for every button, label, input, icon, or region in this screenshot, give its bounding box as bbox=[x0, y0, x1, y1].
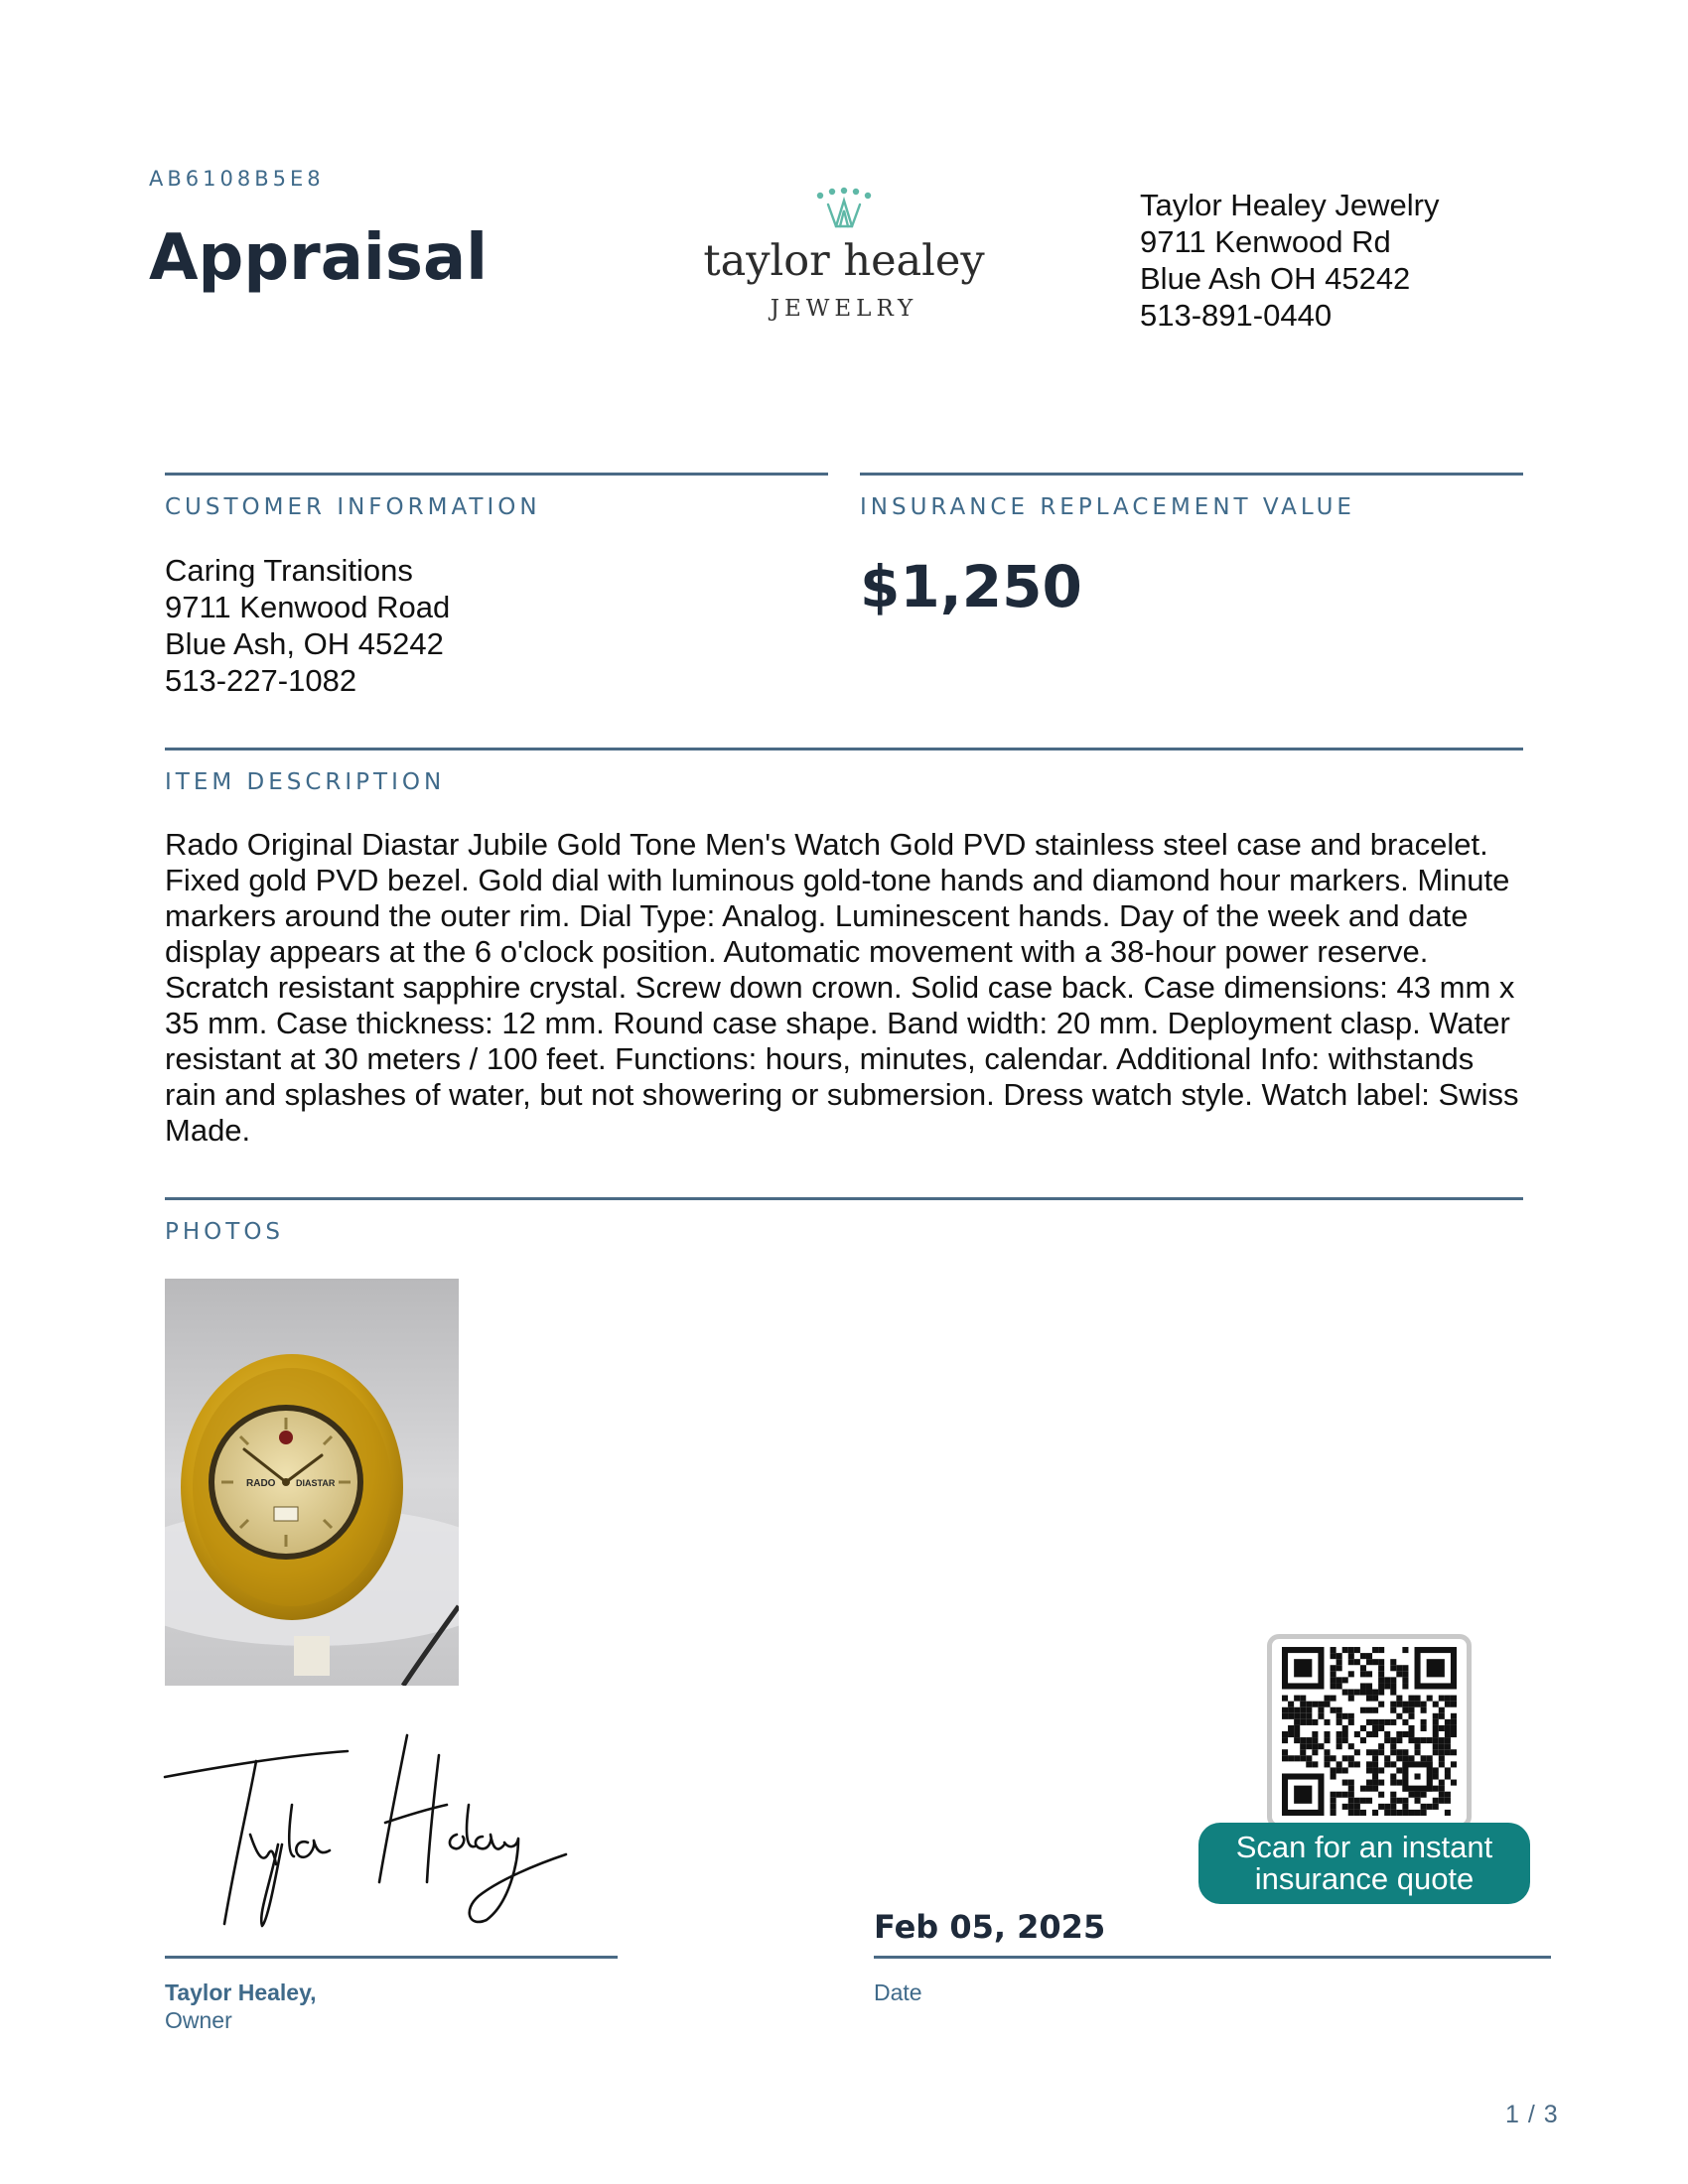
vendor-name: Taylor Healey Jewelry bbox=[1140, 188, 1440, 222]
customer-address-line2: Blue Ash, OH 45242 bbox=[165, 626, 444, 661]
signer-name: Taylor Healey, bbox=[165, 1979, 317, 2005]
watch-photo[interactable] bbox=[165, 1279, 459, 1686]
vendor-address-block bbox=[1140, 187, 1440, 334]
date-line bbox=[874, 1956, 1551, 1959]
customer-name: Caring Transitions bbox=[165, 553, 413, 588]
signer-role: Owner bbox=[165, 2007, 232, 2033]
page-title: Appraisal bbox=[149, 221, 489, 295]
watch-dial-brand: RADO bbox=[246, 1478, 276, 1489]
signature-line bbox=[165, 1956, 618, 1959]
qr-code-icon[interactable] bbox=[1282, 1647, 1457, 1816]
insurance-value: $1,250 bbox=[860, 553, 1082, 620]
vendor-address-line1: 9711 Kenwood Rd bbox=[1140, 224, 1391, 259]
quote-button-line2: insurance quote bbox=[1254, 1861, 1475, 1896]
customer-info-block bbox=[165, 552, 450, 699]
item-divider bbox=[165, 748, 1523, 751]
item-description: Rado Original Diastar Jubile Gold Tone Men's Watch Gold PVD stainless steel case and bracelet. Fixed gold PVD bezel. Gold dial with luminous gold-tone hands and diamond hour markers. Minute markers around the outer rim. Dial Type: Analog. Luminescent hands. Day of the week and date display appears at the 6 o'clock position. Automatic movement with a 38-hour power reserve. Scratch resistant sapphire crystal. Screw down crown. Solid case back. Case dimensions: 43 mm x 35 mm. Case thickness: 12 mm. Round case shape. Band width: 20 mm. Deployment clasp. Water resistant at 30 meters / 100 feet. Functions: hours, minutes, calendar. Additional Info: withstands rain and splashes of water, but not showering or submersion. Dress watch style. Watch label: Swiss Made. bbox=[165, 827, 1519, 1148]
appraisal-date: Feb 05, 2025 bbox=[874, 1908, 1106, 1946]
logo-name: taylor healey bbox=[703, 236, 985, 286]
company-logo bbox=[695, 187, 993, 326]
crown-icon bbox=[812, 187, 876, 230]
vendor-address-line2: Blue Ash OH 45242 bbox=[1140, 261, 1411, 296]
customer-phone: 513-227-1082 bbox=[165, 663, 357, 698]
customer-divider bbox=[165, 473, 828, 476]
watch-dial-model: DIASTAR bbox=[296, 1478, 336, 1488]
customer-address-line1: 9711 Kenwood Road bbox=[165, 590, 451, 624]
item-section-label: ITEM DESCRIPTION bbox=[165, 769, 446, 795]
quote-button-line1: Scan for an instant bbox=[1235, 1830, 1493, 1864]
logo-subtitle: JEWELRY bbox=[770, 296, 918, 322]
photos-divider bbox=[165, 1197, 1523, 1200]
document-id: AB6108B5E8 bbox=[149, 167, 325, 191]
instant-quote-button[interactable] bbox=[1198, 1823, 1530, 1904]
insurance-divider bbox=[860, 473, 1523, 476]
photos-section-label: PHOTOS bbox=[165, 1219, 285, 1245]
customer-section-label: CUSTOMER INFORMATION bbox=[165, 494, 541, 520]
page-indicator: 1 / 3 bbox=[1505, 2101, 1559, 2128]
insurance-section-label: INSURANCE REPLACEMENT VALUE bbox=[860, 494, 1355, 520]
vendor-phone: 513-891-0440 bbox=[1140, 298, 1333, 333]
date-label: Date bbox=[874, 1979, 922, 2005]
signature-image bbox=[159, 1715, 586, 1946]
qr-code-frame[interactable] bbox=[1267, 1634, 1472, 1829]
